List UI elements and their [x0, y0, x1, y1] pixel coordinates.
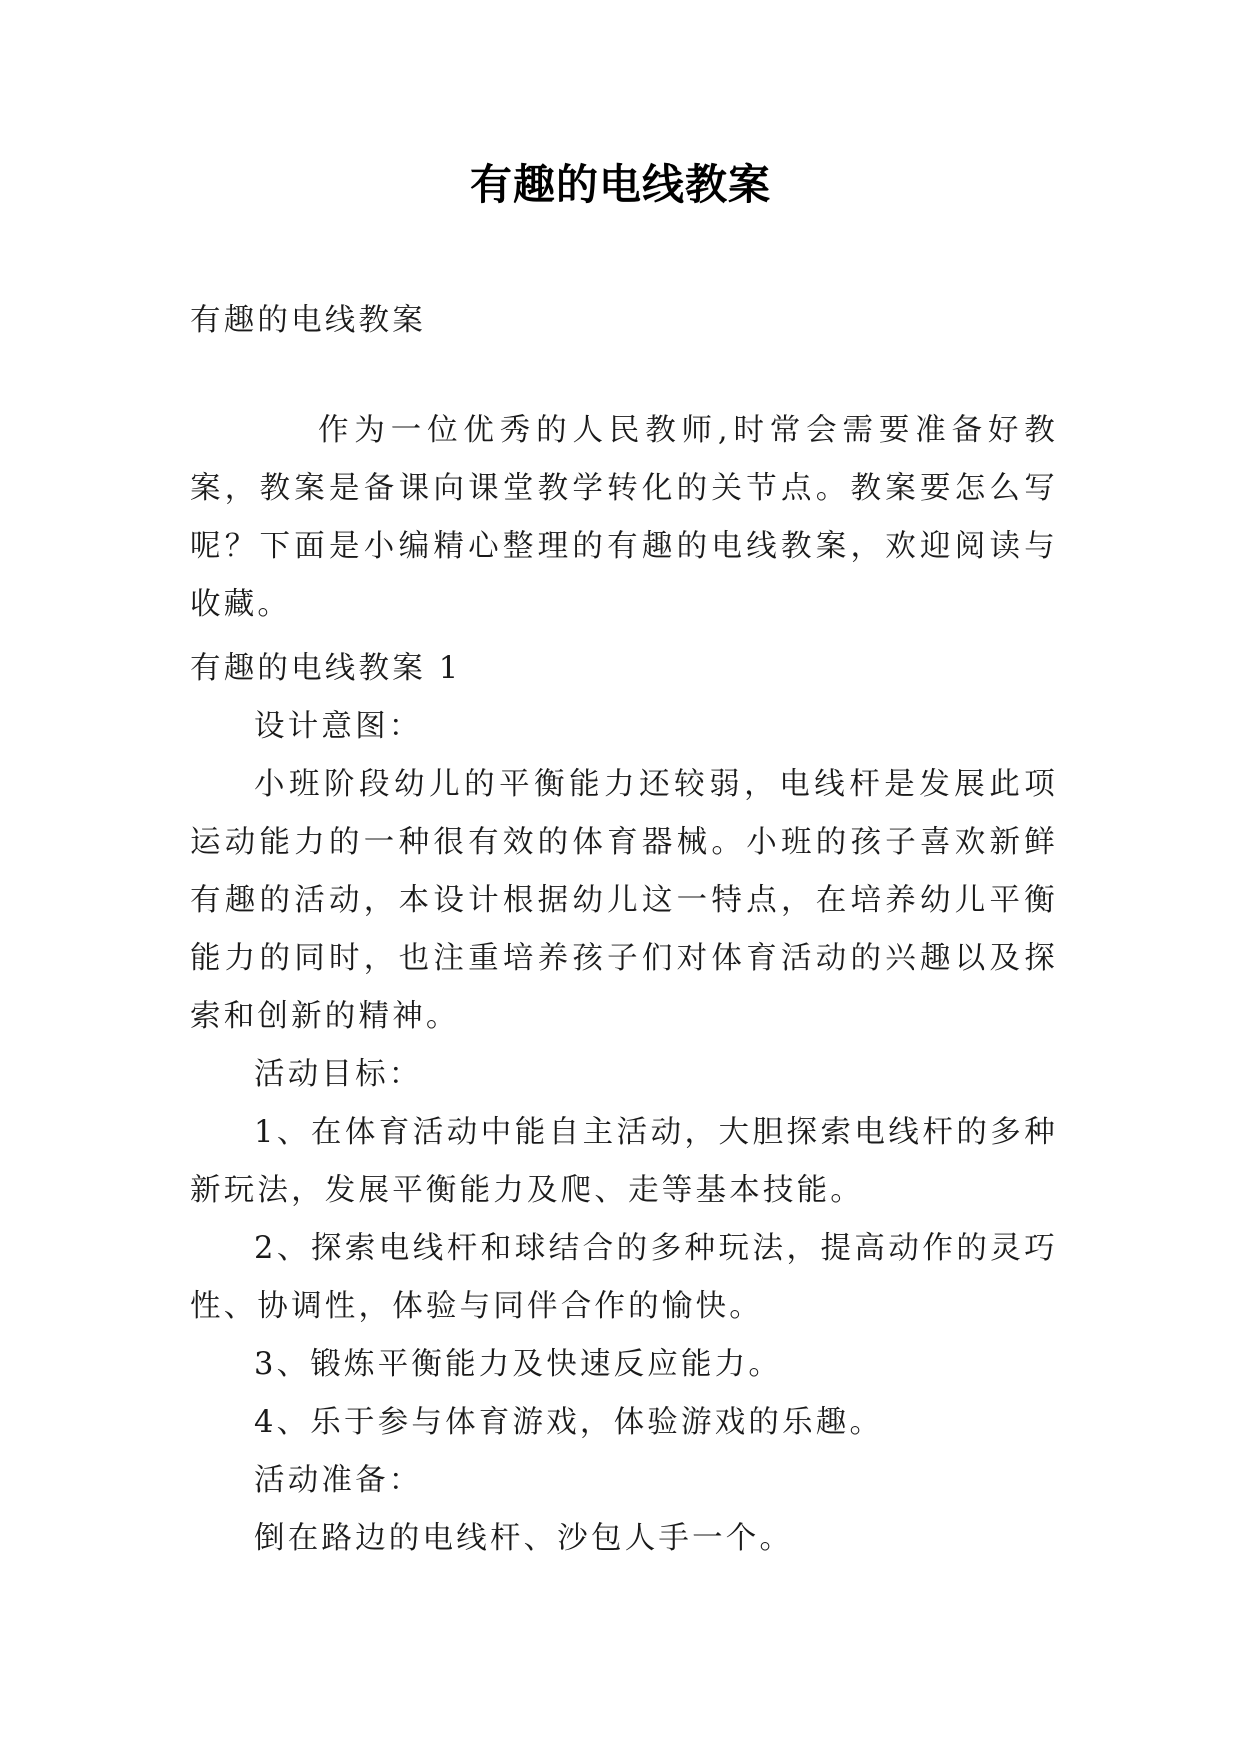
document-subtitle: 有趣的电线教案: [190, 303, 426, 338]
intro-paragraph: 作为一位优秀的人民教师,时常会需要准备好教案，教案是备课向课堂教学转化的关节点。教案要怎么写呢？下面是小编精心整理的有趣的电线教案，欢迎阅读与收藏。: [190, 413, 1058, 622]
document-title: 有趣的电线教案: [469, 160, 771, 209]
design-paragraph: 小班阶段幼儿的平衡能力还较弱，电线杆是发展此项运动能力的一种很有效的体育器械。小班的孩子喜欢新鲜有趣的活动，本设计根据幼儿这一特点，在培养幼儿平衡能力的同时，也注重培养孩子们对体育活动的兴趣以及探索和创新的精神。: [190, 767, 1058, 1034]
design-heading: 设计意图：: [254, 709, 423, 744]
goal-item-1: 1、在体育活动中能自主活动，大胆探索电线杆的多种新玩法，发展平衡能力及爬、走等基本技能。: [190, 1115, 1058, 1208]
goals-heading: 活动目标：: [254, 1057, 423, 1092]
prep-paragraph: 倒在路边的电线杆、沙包人手一个。: [254, 1521, 794, 1556]
prep-heading: 活动准备：: [254, 1463, 423, 1498]
goal-item-4: 4、乐于参与体育游戏，体验游戏的乐趣。: [254, 1405, 884, 1440]
section-title: 有趣的电线教案 1: [190, 651, 462, 686]
goal-item-2: 2、探索电线杆和球结合的多种玩法，提高动作的灵巧性、协调性，体验与同伴合作的愉快。: [190, 1231, 1058, 1324]
lesson-plan-section: [190, 640, 1058, 1568]
goal-item-3: 3、锻炼平衡能力及快速反应能力。: [254, 1347, 783, 1382]
